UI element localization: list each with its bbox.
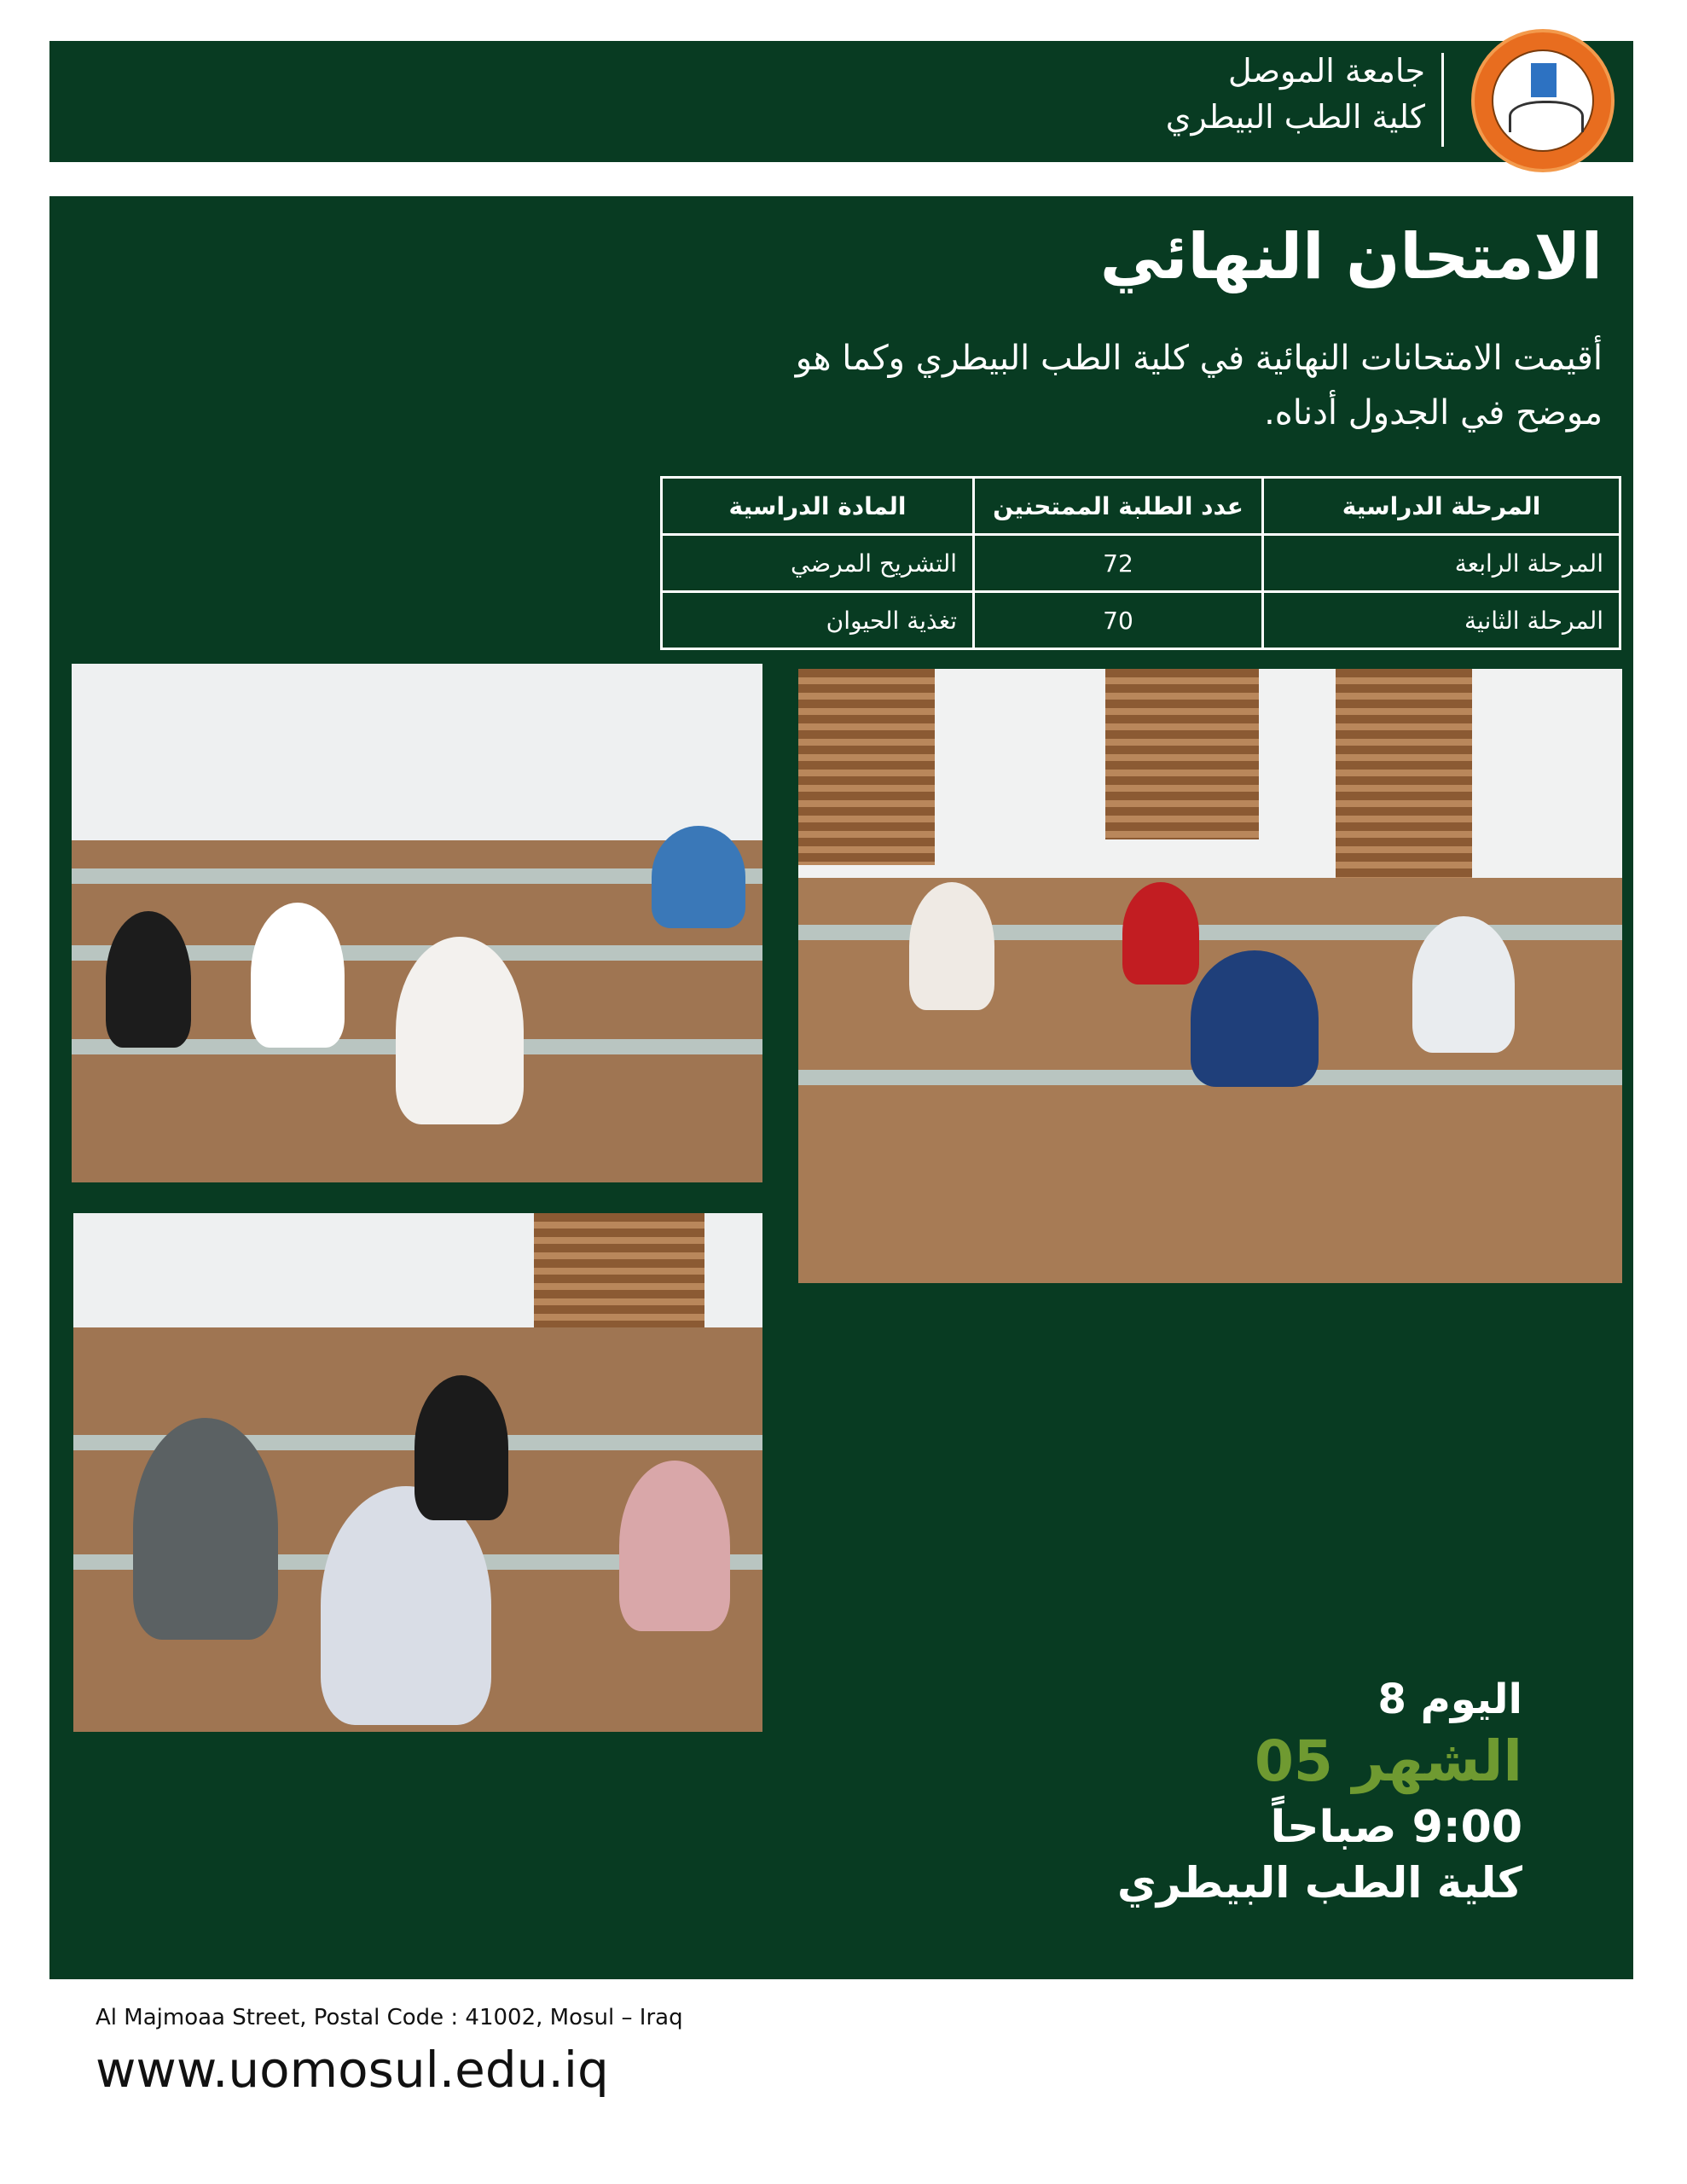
college-name: كلية الطب البيطري — [1165, 98, 1425, 136]
photo-student — [133, 1418, 278, 1640]
main-panel — [49, 196, 1633, 1979]
header-subject: المادة الدراسية — [662, 478, 974, 535]
row-subject: التشريح المرضي — [662, 535, 974, 592]
exam-table — [660, 476, 1621, 650]
photo-window-blind — [1336, 669, 1472, 891]
photo-student — [1122, 882, 1199, 985]
exam-month: الشهر 05 — [1254, 1728, 1522, 1794]
photo-student — [619, 1461, 730, 1631]
exam-hall-photo-1 — [72, 664, 762, 1182]
table-row — [662, 535, 1620, 592]
exam-hall-photo-2 — [798, 669, 1622, 1283]
row-count: 72 — [974, 535, 1263, 592]
logo-emblem — [1492, 49, 1594, 152]
page-title: الامتحان النهائي — [1099, 220, 1603, 293]
university-logo-icon — [1471, 29, 1615, 172]
intro-text: أقيمت الامتحانات النهائية في كلية الطب البيطري وكما هو موضح في الجدول أدناه. — [795, 339, 1603, 433]
header-stage: المرحلة الدراسية — [1263, 478, 1620, 535]
photo-student — [396, 937, 524, 1124]
exam-hall-photo-3 — [73, 1213, 762, 1732]
university-name: جامعة الموصل — [1228, 52, 1425, 90]
photo-window-blind — [798, 669, 935, 865]
exam-place: كلية الطب البيطري — [1117, 1858, 1522, 1908]
row-stage: المرحلة الرابعة — [1263, 535, 1620, 592]
photo-student — [909, 882, 994, 1010]
exam-time: 9:00 صباحاً — [1270, 1802, 1522, 1853]
exam-day: اليوم 8 — [1377, 1676, 1522, 1723]
header-bar — [49, 41, 1633, 162]
logo-book-icon — [1509, 101, 1584, 132]
photo-window-blind — [1105, 669, 1259, 839]
photo-student — [652, 826, 745, 928]
row-subject: تغذية الحيوان — [662, 592, 974, 649]
table-row — [662, 592, 1620, 649]
header-count: عدد الطلبة الممتحنين — [974, 478, 1263, 535]
photo-student — [415, 1375, 508, 1520]
logo-tower-icon — [1531, 63, 1557, 97]
photo-student — [1412, 916, 1515, 1053]
row-stage: المرحلة الثانية — [1263, 592, 1620, 649]
photo-student — [106, 911, 191, 1048]
photo-student — [321, 1486, 491, 1725]
table-header-row — [662, 478, 1620, 535]
header-divider — [1441, 53, 1444, 147]
photo-wall — [72, 664, 762, 840]
row-count: 70 — [974, 592, 1263, 649]
footer-address: Al Majmoaa Street, Postal Code : 41002, Mosul – Iraq — [96, 2005, 683, 2030]
photo-student — [251, 903, 345, 1048]
photo-student — [1191, 950, 1319, 1087]
footer-website-link[interactable]: www.uomosul.edu.iq — [96, 2041, 609, 2099]
